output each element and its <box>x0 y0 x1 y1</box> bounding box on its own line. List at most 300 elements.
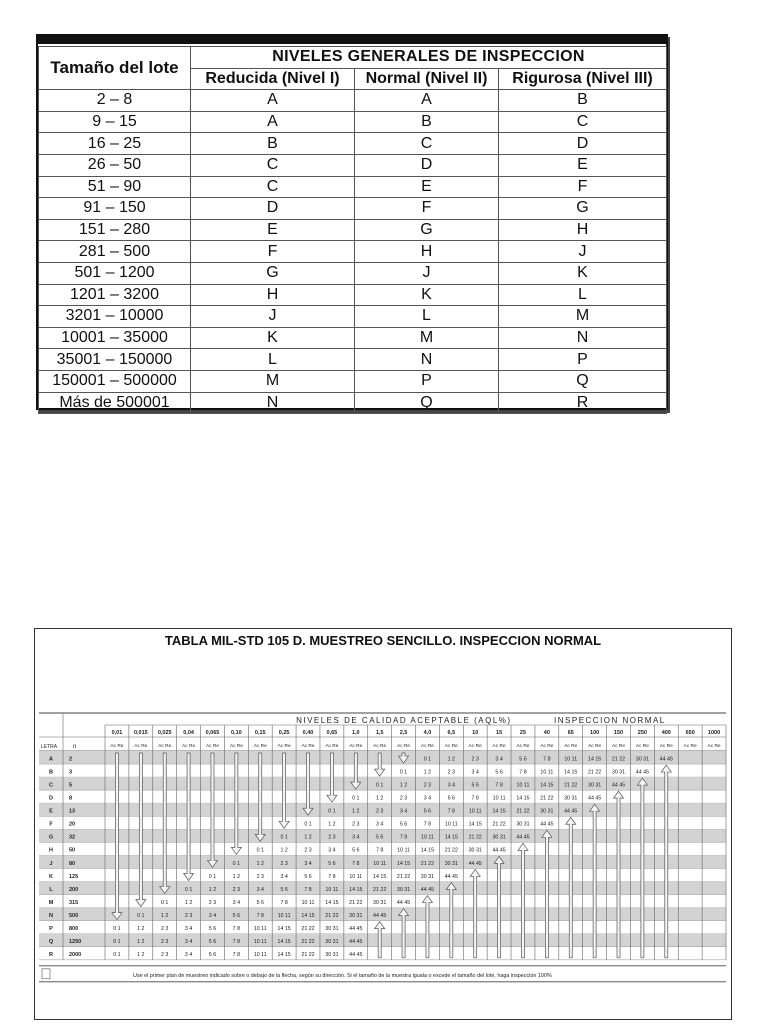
ac-re-value: 1 2 <box>399 782 408 789</box>
ac-re-value: 14 15 <box>492 808 506 815</box>
ac-re-value: 1 2 <box>137 952 145 959</box>
ac-re-value: 2 3 <box>161 939 169 946</box>
ac-re-value: 44 45 <box>349 952 363 959</box>
ac-re-value: 5 6 <box>208 926 217 933</box>
ac-re-value: 7 8 <box>304 886 312 893</box>
lot-row <box>39 241 667 263</box>
footnote: Use el primer plan de muestreo indicado sobre o debajo de la flecha, según su dirección. Si el tamaño de la muestra iguala o excede el tamaño del lote, haga inspección 100% <box>133 972 552 979</box>
ac-re-header: Ac Re <box>444 744 458 749</box>
ac-re-value: 30 31 <box>396 886 411 893</box>
lot-size-cell: 35001 – 150000 <box>39 349 191 371</box>
lot-size-cell: 3201 – 10000 <box>39 306 191 328</box>
code-letter-cell: H <box>191 284 355 306</box>
code-letter-cell: G <box>499 198 667 220</box>
ac-re-value: 2 3 <box>161 952 169 959</box>
code-letter: L <box>49 886 53 893</box>
ac-re-value: 44 45 <box>468 860 482 867</box>
ac-re-value: 14 15 <box>373 873 387 880</box>
ac-re-header: Ac Re <box>420 744 434 749</box>
ac-re-value: 21 22 <box>301 939 315 946</box>
code-letter-cell: F <box>499 176 667 198</box>
ac-re-value: 0 1 <box>208 873 217 880</box>
code-letter-cell: D <box>191 198 355 220</box>
aql-value: 0,01 <box>111 730 123 736</box>
ac-re-value: 10 11 <box>253 926 267 933</box>
ac-re-value: 3 4 <box>280 873 288 880</box>
ac-re-value: 10 11 <box>253 939 267 946</box>
aql-value: 1,5 <box>375 730 384 736</box>
lot-size-cell: 51 – 90 <box>39 176 191 198</box>
ac-re-value: 2 3 <box>375 808 384 815</box>
code-letter: B <box>49 769 53 776</box>
ac-re-value: 14 15 <box>396 860 411 867</box>
ac-re-value: 44 45 <box>492 847 506 854</box>
aql-value: 4,0 <box>423 730 432 736</box>
sample-size: 80 <box>69 860 76 867</box>
ac-re-value: 10 11 <box>373 860 387 867</box>
aql-value: 0,025 <box>157 730 172 736</box>
ac-re-value: 2 3 <box>471 756 479 763</box>
ac-re-value: 3 4 <box>328 847 336 854</box>
ac-re-header: Ac Re <box>397 744 411 749</box>
ac-re-value: 2 3 <box>328 834 336 841</box>
ac-re-value: 10 11 <box>421 834 434 841</box>
ac-re-value: 21 22 <box>468 834 482 841</box>
aql-value: 25 <box>519 730 527 736</box>
aql-value: 6,5 <box>447 730 456 736</box>
ac-re-value: 7 8 <box>447 808 456 815</box>
code-letter-cell: K <box>355 284 499 306</box>
sample-size: 20 <box>69 821 76 828</box>
aql-value: 40 <box>543 730 550 736</box>
level-header-tightened: Rigurosa (Nivel III) <box>499 68 667 90</box>
ac-re-value: 5 6 <box>280 886 288 893</box>
ac-re-header: Ac Re <box>158 744 172 749</box>
code-letter-cell: B <box>355 111 499 133</box>
ac-re-value: 0 1 <box>256 847 264 854</box>
ac-re-value: 2 3 <box>423 782 432 789</box>
ac-re-value: 3 4 <box>495 756 503 763</box>
ac-re-value: 0 1 <box>113 939 121 946</box>
code-letter-cell: J <box>499 241 667 263</box>
ac-re-value: 3 4 <box>375 821 384 828</box>
ac-re-value: 0 1 <box>232 860 241 867</box>
ac-re-value: 14 15 <box>588 756 602 763</box>
sample-size: 2 <box>69 756 73 763</box>
code-letter-cell: C <box>191 176 355 198</box>
level-header-normal: Normal (Nivel II) <box>355 68 499 90</box>
ac-re-header: Ac Re <box>373 744 387 749</box>
ac-re-value: 30 31 <box>325 926 339 933</box>
ac-re-value: 2 3 <box>352 821 360 828</box>
sample-size: 800 <box>69 926 79 933</box>
sample-size: 13 <box>69 808 76 815</box>
code-letter: F <box>49 821 53 828</box>
lot-row <box>39 176 667 198</box>
ac-re-value: 30 31 <box>325 939 339 946</box>
inspection-levels-table <box>38 46 667 414</box>
inspection-levels-table-frame <box>36 34 668 410</box>
ac-re-value: 3 4 <box>304 860 312 867</box>
sample-size: 8 <box>69 795 73 802</box>
code-letter: D <box>49 795 53 802</box>
ac-re-value: 0 1 <box>423 756 432 763</box>
ac-re-value: 30 31 <box>325 952 339 959</box>
sample-size: 1250 <box>69 939 82 946</box>
ac-re-value: 14 15 <box>349 886 363 893</box>
lot-row <box>39 284 667 306</box>
ac-re-value: 7 8 <box>471 795 479 802</box>
sample-size: 125 <box>69 873 79 880</box>
ac-re-value: 3 4 <box>208 912 217 919</box>
ac-re-value: 2 3 <box>280 860 288 867</box>
general-levels-header: NIVELES GENERALES DE INSPECCION <box>191 47 667 69</box>
code-letter: Q <box>48 939 54 946</box>
code-letter-cell: J <box>355 262 499 284</box>
ac-re-header: Ac Re <box>683 744 697 749</box>
ac-re-value: 1 2 <box>232 873 241 880</box>
ac-re-value: 1 2 <box>447 756 456 763</box>
lot-row <box>39 154 667 176</box>
code-letter-cell: A <box>191 111 355 133</box>
ac-re-header: Ac Re <box>182 744 196 749</box>
aql-value: 400 <box>661 730 671 736</box>
aql-value: 1000 <box>707 730 721 736</box>
lot-row <box>39 111 667 133</box>
ac-re-value: 7 8 <box>328 873 336 880</box>
ac-re-value: 1 2 <box>352 808 360 815</box>
code-letter-cell: L <box>355 306 499 328</box>
ac-re-value: 44 45 <box>396 899 411 906</box>
sample-size: 50 <box>69 847 76 854</box>
ac-re-value: 14 15 <box>301 912 315 919</box>
ac-re-value: 5 6 <box>495 769 503 776</box>
aql-value: 65 <box>567 730 574 736</box>
lot-row <box>39 392 667 414</box>
ac-re-header: Ac Re <box>516 744 530 749</box>
code-letter-cell: K <box>499 262 667 284</box>
ac-re-value: 0 1 <box>280 834 288 841</box>
ac-re-value: 44 45 <box>349 939 363 946</box>
ac-re-value: 10 11 <box>492 795 506 802</box>
ac-re-value: 30 31 <box>492 834 506 841</box>
sample-size: 3 <box>69 769 73 776</box>
ac-re-value: 1 2 <box>280 847 288 854</box>
ac-re-value: 14 15 <box>564 769 578 776</box>
lot-size-cell: 1201 – 3200 <box>39 284 191 306</box>
aql-value: 1,0 <box>351 730 360 736</box>
ac-re-value: 21 22 <box>396 873 411 880</box>
lot-size-cell: 10001 – 35000 <box>39 327 191 349</box>
code-letter-cell: C <box>499 111 667 133</box>
aql-value: 0,25 <box>278 730 290 736</box>
aql-value: 15 <box>496 730 503 736</box>
ac-re-value: 7 8 <box>352 860 360 867</box>
ac-re-value: 30 31 <box>611 769 626 776</box>
ac-re-value: 2 3 <box>161 926 169 933</box>
ac-re-header: Ac Re <box>707 744 721 749</box>
ac-re-value: 5 6 <box>304 873 312 880</box>
lot-size-header: Tamaño del lote <box>39 47 191 90</box>
ac-re-header: Ac Re <box>635 744 649 749</box>
ac-re-value: 3 4 <box>352 834 360 841</box>
ac-re-header: Ac Re <box>325 744 339 749</box>
ac-re-value: 3 4 <box>232 899 241 906</box>
ac-re-value: 21 22 <box>516 808 530 815</box>
ac-re-value: 30 31 <box>420 873 435 880</box>
ac-re-value: 2 3 <box>184 912 193 919</box>
ac-re-value: 14 15 <box>444 834 458 841</box>
code-letter-cell: B <box>191 133 355 155</box>
ac-re-value: 30 31 <box>516 821 530 828</box>
code-letter-cell: G <box>355 219 499 241</box>
code-letter-cell: F <box>191 241 355 263</box>
ac-re-value: 5 6 <box>471 782 479 789</box>
ac-re-value: 30 31 <box>349 912 363 919</box>
ac-re-value: 14 15 <box>277 939 291 946</box>
ac-re-value: 14 15 <box>325 899 339 906</box>
ac-re-value: 1 2 <box>256 860 264 867</box>
ac-re-value: 7 8 <box>423 821 432 828</box>
code-letter-cell: G <box>191 262 355 284</box>
aql-value: 0,40 <box>302 730 314 736</box>
code-letter: H <box>49 847 53 854</box>
code-letter-cell: C <box>355 133 499 155</box>
ac-re-value: 21 22 <box>540 795 554 802</box>
mil-std-table <box>35 629 730 1018</box>
ac-re-value: 5 6 <box>399 821 408 828</box>
ac-re-value: 3 4 <box>256 886 264 893</box>
ac-re-value: 44 45 <box>444 873 458 880</box>
down-arrow-icon <box>160 753 170 894</box>
ac-re-header: Ac Re <box>253 744 267 749</box>
ac-re-header: Ac Re <box>205 744 220 749</box>
ac-re-value: 3 4 <box>184 939 193 946</box>
ac-re-value: 5 6 <box>375 834 384 841</box>
ac-re-value: 7 8 <box>495 782 503 789</box>
ac-re-header: Ac Re <box>301 744 315 749</box>
ac-re-value: 0 1 <box>184 886 193 893</box>
aql-value: 150 <box>613 730 624 736</box>
lot-size-cell: 150001 – 500000 <box>39 370 191 392</box>
ac-re-value: 5 6 <box>256 899 264 906</box>
ac-re-value: 44 45 <box>540 821 554 828</box>
aql-value: 0,10 <box>231 730 242 736</box>
lot-row <box>39 90 667 112</box>
level-header-reduced: Reducida (Nivel I) <box>191 68 355 90</box>
ac-re-value: 10 11 <box>468 808 482 815</box>
ac-re-value: 44 45 <box>611 782 626 789</box>
ac-re-value: 3 4 <box>399 808 408 815</box>
code-letter-cell: L <box>499 284 667 306</box>
ac-re-value: 14 15 <box>277 926 291 933</box>
ac-re-value: 5 6 <box>423 808 432 815</box>
code-letter: A <box>49 756 53 763</box>
ac-re-value: 44 45 <box>635 769 650 776</box>
ac-re-value: 3 4 <box>423 795 432 802</box>
code-letter-cell: K <box>191 327 355 349</box>
ac-re-value: 10 11 <box>349 873 363 880</box>
code-letter: P <box>49 926 53 933</box>
ac-re-header: Ac Re <box>349 744 363 749</box>
code-letter-cell: P <box>499 349 667 371</box>
ac-re-value: 0 1 <box>113 952 121 959</box>
ac-re-value: 14 15 <box>468 821 482 828</box>
ac-re-value: 10 11 <box>253 952 267 959</box>
ac-re-value: 44 45 <box>349 926 363 933</box>
code-letter-cell: D <box>355 154 499 176</box>
ac-re-value: 30 31 <box>540 808 554 815</box>
lot-row <box>39 133 667 155</box>
ac-re-header: Ac Re <box>468 744 482 749</box>
code-letter-cell: N <box>355 349 499 371</box>
mil-std-title: TABLA MIL-STD 105 D. MUESTREO SENCILLO. INSPECCION NORMAL <box>164 633 602 648</box>
lot-size-cell: 151 – 280 <box>39 219 191 241</box>
ac-re-value: 44 45 <box>588 795 602 802</box>
ac-re-value: 21 22 <box>373 886 387 893</box>
aql-value: 650 <box>685 730 695 736</box>
code-letter-cell: E <box>355 176 499 198</box>
ac-re-value: 10 11 <box>540 769 554 776</box>
lot-size-cell: 9 – 15 <box>39 111 191 133</box>
code-letter: G <box>48 834 54 841</box>
ac-re-value: 3 4 <box>471 769 479 776</box>
lot-size-cell: 2 – 8 <box>39 90 191 112</box>
ac-re-value: 5 6 <box>208 939 217 946</box>
ac-re-value: 5 6 <box>232 912 241 919</box>
ac-re-value: 0 1 <box>113 926 121 933</box>
code-letter: C <box>49 782 53 789</box>
inspection-levels-body <box>39 90 667 414</box>
ac-re-value: 21 22 <box>301 952 315 959</box>
ac-re-value: 0 1 <box>399 769 408 776</box>
ac-re-value: 30 31 <box>444 860 458 867</box>
code-letter-cell: N <box>499 327 667 349</box>
ac-re-value: 0 1 <box>304 821 312 828</box>
ac-re-value: 7 8 <box>256 912 264 919</box>
letter-column-header: LETRA <box>41 744 58 750</box>
ac-re-value: 14 15 <box>540 782 554 789</box>
code-letter-cell: H <box>499 219 667 241</box>
ac-re-value: 7 8 <box>280 899 288 906</box>
ac-re-value: 30 31 <box>588 782 602 789</box>
code-letter-cell: B <box>499 90 667 112</box>
ac-re-value: 21 22 <box>588 769 602 776</box>
mil-std-table-frame <box>34 628 732 1020</box>
ac-re-value: 21 22 <box>325 912 339 919</box>
ac-re-value: 44 45 <box>420 886 435 893</box>
inspection-normal-header: INSPECCION NORMAL <box>554 716 666 725</box>
code-letter-cell: N <box>191 392 355 414</box>
code-letter-cell: A <box>191 90 355 112</box>
ac-re-header: Ac Re <box>277 744 291 749</box>
ac-re-value: 5 6 <box>447 795 456 802</box>
lot-size-cell: 26 – 50 <box>39 154 191 176</box>
ac-re-value: 5 6 <box>328 860 336 867</box>
ac-re-value: 14 15 <box>420 847 435 854</box>
ac-re-value: 30 31 <box>373 899 387 906</box>
ac-re-value: 3 4 <box>184 926 193 933</box>
ac-re-value: 7 8 <box>399 834 408 841</box>
code-letter: M <box>48 899 54 906</box>
ac-re-header: Ac Re <box>659 744 673 749</box>
lot-row <box>39 219 667 241</box>
ac-re-value: 1 2 <box>161 912 169 919</box>
ac-re-value: 2 3 <box>208 899 217 906</box>
code-letter-cell: H <box>355 241 499 263</box>
lot-size-cell: 91 – 150 <box>39 198 191 220</box>
ac-re-value: 21 22 <box>301 926 315 933</box>
ac-re-value: 0 1 <box>137 912 145 919</box>
ac-re-value: 0 1 <box>375 782 384 789</box>
code-letter: R <box>49 952 53 959</box>
ac-re-value: 1 2 <box>137 939 145 946</box>
sample-size: 32 <box>69 834 76 841</box>
code-letter-cell: L <box>191 349 355 371</box>
ac-re-value: 21 22 <box>349 899 363 906</box>
arrow-legend-icon <box>42 969 50 979</box>
ac-re-value: 14 15 <box>516 795 530 802</box>
ac-re-value: 21 22 <box>564 782 578 789</box>
ac-re-value: 10 11 <box>444 821 458 828</box>
ac-re-value: 7 8 <box>543 756 551 763</box>
ac-re-value: 1 2 <box>375 795 384 802</box>
ac-re-header: Ac Re <box>611 744 626 749</box>
aql-value: 0,065 <box>205 730 220 736</box>
code-letter: E <box>49 808 53 815</box>
lot-row <box>39 306 667 328</box>
ac-re-value: 10 11 <box>397 847 410 854</box>
code-letter-cell: E <box>499 154 667 176</box>
ac-re-value: 5 6 <box>519 756 527 763</box>
ac-re-value: 7 8 <box>232 952 241 959</box>
ac-re-value: 1 2 <box>184 899 193 906</box>
ac-re-value: 5 6 <box>208 952 217 959</box>
code-letter: N <box>49 912 53 919</box>
code-letter-cell: E <box>191 219 355 241</box>
ac-re-header: Ac Re <box>134 744 148 749</box>
aql-value: 0,15 <box>254 730 266 736</box>
n-column-header: n <box>73 744 77 750</box>
ac-re-value: 1 2 <box>208 886 217 893</box>
ac-re-value: 21 22 <box>492 821 506 828</box>
lot-size-cell: Más de 500001 <box>39 392 191 414</box>
aql-value: 0,04 <box>183 730 194 736</box>
code-letter-cell: A <box>355 90 499 112</box>
down-arrow-icon <box>255 753 265 841</box>
code-letter-cell: F <box>355 198 499 220</box>
ac-re-value: 2 3 <box>447 769 456 776</box>
code-letter-cell: M <box>355 327 499 349</box>
ac-re-value: 44 45 <box>516 834 530 841</box>
aql-value: 0,015 <box>133 730 148 736</box>
ac-re-value: 1 2 <box>328 821 336 828</box>
ac-re-header: Ac Re <box>564 744 578 749</box>
ac-re-value: 0 1 <box>352 795 360 802</box>
ac-re-value: 10 11 <box>564 756 578 763</box>
ac-re-value: 5 6 <box>352 847 360 854</box>
lot-size-cell: 501 – 1200 <box>39 262 191 284</box>
ac-re-header: Ac Re <box>110 744 124 749</box>
ac-re-value: 30 31 <box>635 756 650 763</box>
aql-value: 0,65 <box>326 730 338 736</box>
ac-re-value: 30 31 <box>468 847 482 854</box>
code-letter: K <box>49 873 53 880</box>
lot-row <box>39 370 667 392</box>
aql-value: 10 <box>472 730 479 736</box>
sample-size: 500 <box>69 912 79 919</box>
ac-re-value: 0 1 <box>328 808 336 815</box>
